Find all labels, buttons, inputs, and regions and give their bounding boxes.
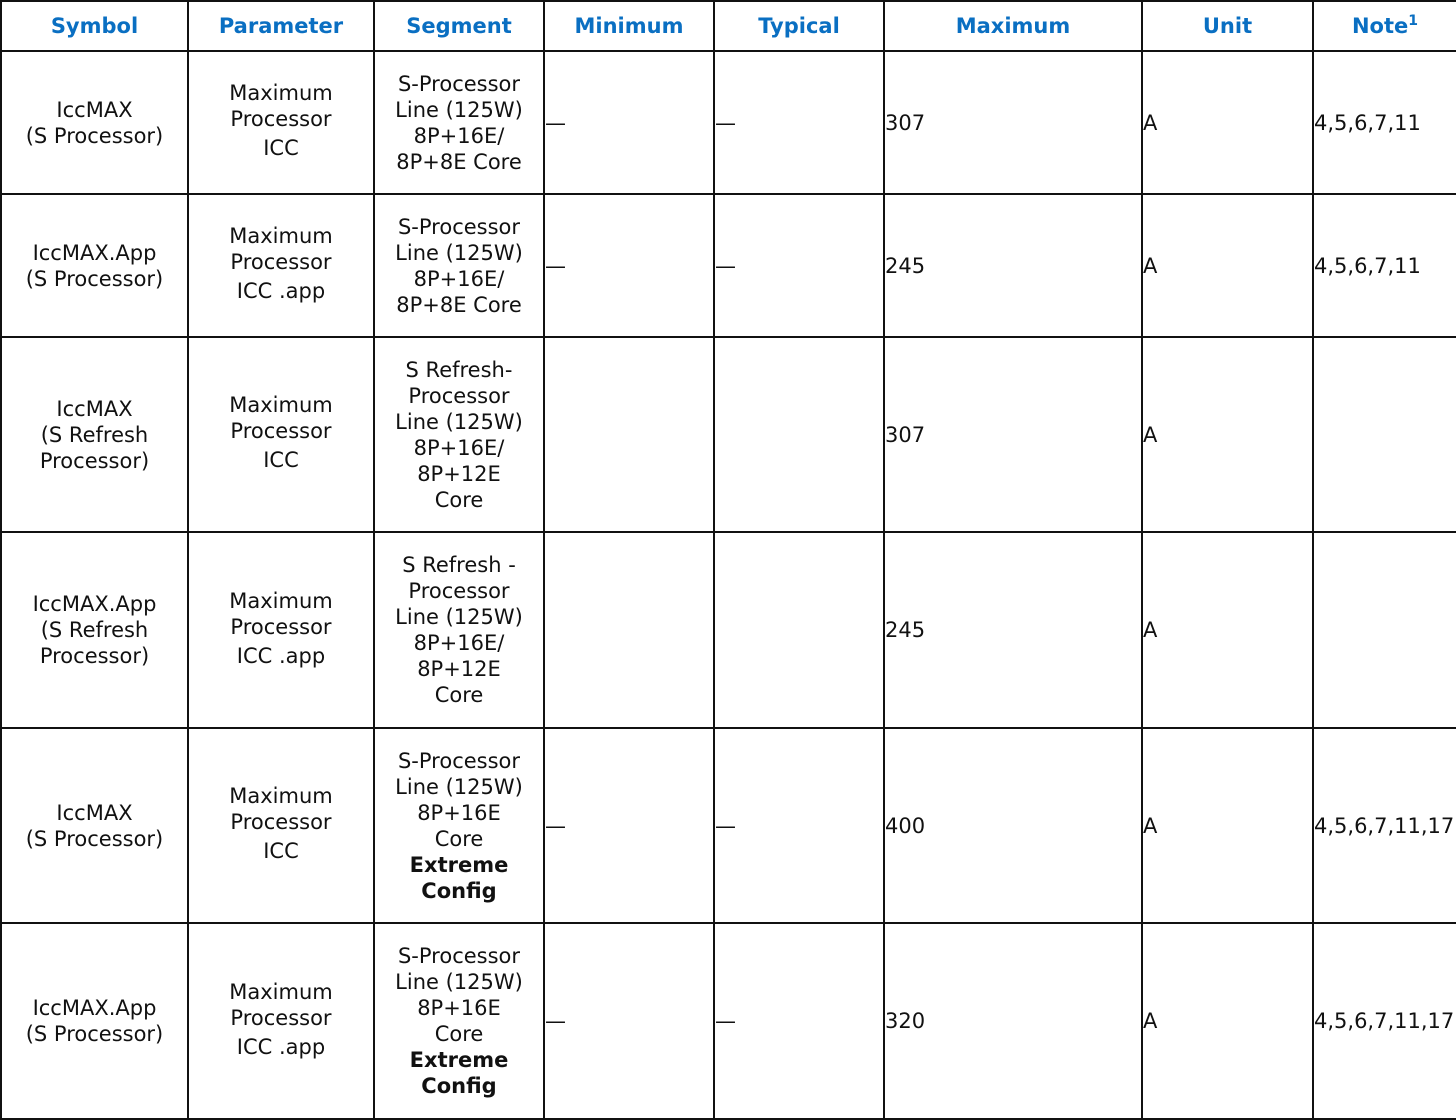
segment-cell-line: S-Processor [397,944,521,968]
parameter-cell-line: ICC [263,448,299,472]
segment-cell-line: 8P+16E [417,800,501,825]
segment-cell-line: Core [434,826,484,851]
note-cell: 4,5,6,7,11,17 [1313,728,1456,923]
parameter-cell-line: ICC [263,136,299,160]
minimum-cell: — [544,923,714,1119]
parameter-cell-line: ICC .app [236,279,326,303]
parameter-cell [188,532,374,728]
table-row [1,532,1456,728]
minimum-cell: — [544,728,714,923]
minimum-cell [544,532,714,728]
note-cell [1313,532,1456,728]
segment-cell-line: Processor [408,383,510,408]
unit-cell: A [1142,532,1313,728]
parameter-cell-line: Maximum [229,224,333,248]
typical-cell: — [714,51,884,194]
typical-cell: — [714,194,884,337]
parameter-cell-line: Processor [230,1005,332,1030]
segment-cell-line: 8P+8E Core [396,292,522,317]
segment-cell-line: 8P+12E [417,657,501,681]
segment-cell-line: 8P+16E/ [413,123,505,148]
segment-cell [374,532,544,728]
header-note-superscript: 1 [1408,13,1419,29]
symbol-cell-line: IccMAX.App [32,996,157,1020]
segment-cell-line: S-Processor [397,214,521,239]
typical-cell: — [714,923,884,1119]
parameter-cell-line: Processor [230,250,332,274]
table-row [1,337,1456,532]
parameter-cell-line: Maximum [229,81,333,105]
symbol-cell-line: Processor) [39,448,150,473]
symbol-cell-line: IccMAX.App [32,240,157,265]
header-typical: Typical [714,1,884,51]
symbol-cell-line: IccMAX [56,396,133,421]
symbol-cell-line: IccMAX [56,800,133,825]
parameter-cell-line: Processor [230,419,332,443]
note-cell: 4,5,6,7,11 [1313,194,1456,337]
parameter-cell [188,728,374,923]
segment-cell-line: Line (125W) [395,605,523,629]
maximum-cell: 307 [884,51,1142,194]
segment-cell-line: Config [421,1074,497,1098]
header-minimum: Minimum [544,1,714,51]
parameter-cell-line: Processor [230,810,332,834]
parameter-cell [188,337,374,532]
unit-cell: A [1142,923,1313,1119]
segment-cell-line: Core [434,683,484,707]
table-row [1,923,1456,1119]
symbol-cell-line: (S Processor) [25,826,164,851]
symbol-cell-line: (S Refresh [40,618,149,642]
unit-cell: A [1142,194,1313,337]
segment-cell-line: 8P+16E/ [413,266,505,291]
symbol-cell [1,532,188,728]
symbol-cell [1,923,188,1119]
segment-cell-line: S Refresh - [402,553,516,577]
segment-cell-line: Extreme [409,852,509,877]
parameter-cell [188,194,374,337]
table-body [1,51,1456,1119]
header-maximum: Maximum [884,1,1142,51]
minimum-cell: — [544,51,714,194]
segment-cell-line: 8P+16E [417,996,501,1020]
segment-cell-line: Core [434,1022,484,1046]
segment-cell [374,728,544,923]
segment-cell-line: Processor [408,579,510,603]
parameter-cell-line: ICC .app [236,1034,326,1059]
minimum-cell [544,337,714,532]
table-row [1,194,1456,337]
header-note [1313,1,1456,51]
parameter-cell [188,51,374,194]
symbol-cell-line: IccMAX [56,97,133,122]
symbol-cell-line: (S Processor) [25,266,164,291]
note-cell: 4,5,6,7,11,17 [1313,923,1456,1119]
unit-cell: A [1142,51,1313,194]
parameter-cell-line: Maximum [229,393,333,417]
symbol-cell-line: (S Processor) [25,123,164,148]
segment-cell-line: S-Processor [397,748,521,773]
header-segment: Segment [374,1,544,51]
unit-cell: A [1142,728,1313,923]
segment-cell-line: S Refresh- [405,357,513,382]
typical-cell: — [714,728,884,923]
maximum-cell: 307 [884,337,1142,532]
symbol-cell-line: (S Processor) [25,1022,164,1046]
segment-cell-line: 8P+16E/ [413,631,505,655]
symbol-cell [1,337,188,532]
symbol-cell [1,728,188,923]
note-cell: 4,5,6,7,11 [1313,51,1456,194]
header-parameter: Parameter [188,1,374,51]
symbol-cell-line: (S Refresh [40,422,149,447]
maximum-cell: 400 [884,728,1142,923]
segment-cell-line: Extreme [409,1048,509,1072]
maximum-cell: 320 [884,923,1142,1119]
segment-cell-line: Line (125W) [395,409,523,434]
segment-cell-line: Config [421,878,497,903]
segment-cell-line: 8P+8E Core [396,149,522,174]
parameter-cell-line: Maximum [229,784,333,808]
segment-cell [374,51,544,194]
segment-cell [374,337,544,532]
segment-cell-line: 8P+16E/ [413,435,505,460]
symbol-cell-line: Processor) [39,644,150,668]
table-row [1,51,1456,194]
maximum-cell: 245 [884,194,1142,337]
typical-cell [714,337,884,532]
table-row [1,728,1456,923]
segment-cell-line: Line (125W) [395,774,523,799]
segment-cell [374,923,544,1119]
symbol-cell-line: IccMAX.App [32,592,157,616]
segment-cell-line: 8P+12E [417,461,501,486]
header-row [1,1,1456,51]
minimum-cell: — [544,194,714,337]
segment-cell-line: Line (125W) [395,970,523,994]
parameter-cell-line: Processor [230,107,332,131]
parameter-cell-line: ICC .app [236,643,326,668]
typical-cell [714,532,884,728]
symbol-cell [1,51,188,194]
segment-cell-line: S-Processor [397,71,521,96]
header-note-label: Note [1351,14,1409,38]
symbol-cell [1,194,188,337]
header-symbol: Symbol [1,1,188,51]
parameter-cell-line: Maximum [229,979,333,1004]
segment-cell-line: Line (125W) [395,97,523,122]
segment-cell-line: Line (125W) [395,240,523,265]
segment-cell-line: Core [434,487,484,512]
note-cell [1313,337,1456,532]
parameter-cell [188,923,374,1119]
segment-cell [374,194,544,337]
parameter-cell-line: ICC [263,839,299,863]
parameter-cell-line: Processor [230,614,332,639]
header-unit: Unit [1142,1,1313,51]
maximum-cell: 245 [884,532,1142,728]
unit-cell: A [1142,337,1313,532]
parameter-cell-line: Maximum [229,588,333,613]
